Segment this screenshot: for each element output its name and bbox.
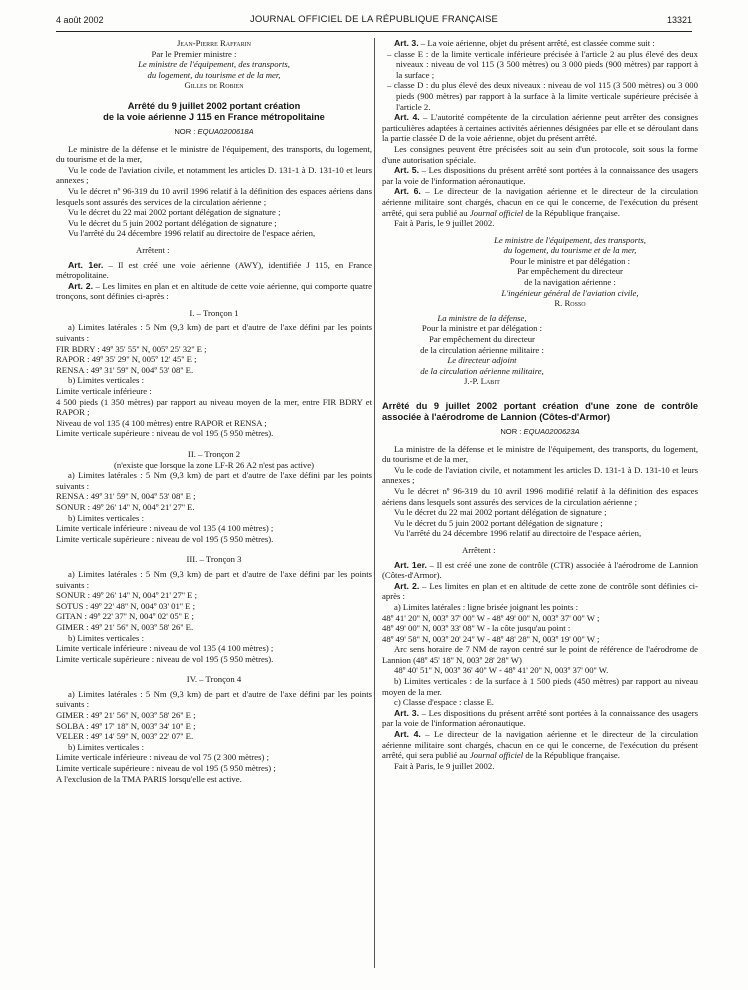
decree2-arretent: Arrêtent : xyxy=(462,544,496,555)
segment-3-point-3: GITAN : 49º 22' 37'' N, 004º 02' 05'' E ; xyxy=(56,611,194,622)
decree2-vu-3: Vu le décret du 22 mai 2002 portant délégation de signature ; xyxy=(394,507,607,518)
sig1-line-1: Le ministre de l'équipement, des transports, xyxy=(494,234,646,245)
decree2-article-4: Art. 4. – Le directeur de la navigation aérienne et le directeur de la circulation aérienne militaire sont chargés, chacun en ce qui le concerne, de l'exécution du présent arrêté, qui sera publié au Journal officiel de la République française. xyxy=(382,729,698,761)
sig1-line-4: Par empêchement du directeur xyxy=(517,266,623,277)
decree2-fait: Fait à Paris, le 9 juillet 2002. xyxy=(394,760,495,771)
decree2-point-4: 48º 40' 51'' N, 003º 36' 40'' W - 48º 41' 20'' N, 003º 37' 00'' W. xyxy=(394,665,609,676)
sig1-line-6: L'ingénieur général de l'aviation civile, xyxy=(501,287,639,298)
decree2-article-3: Art. 3. – Les dispositions du présent arrêté sont portées à la connaissance des usagers par la voie de l'information aéronautique. xyxy=(382,707,699,729)
segment-4-point-2: SOLBA : 49º 17' 18'' N, 003º 34' 10'' E ; xyxy=(56,720,196,731)
segment-2-note: (n'existe que lorsque la zone LF-R 26 A2 n'est pas active) xyxy=(114,459,314,470)
sig2-line-5: Le directeur adjoint xyxy=(447,355,517,366)
decree2-lateral: a) Limites latérales : ligne brisée joignant les points : xyxy=(394,601,579,612)
segment-1-vertical: b) Limites verticales : xyxy=(68,375,144,386)
decree1-vu-2: Vu le décret nº 96-319 du 10 avril 1996 relatif à la définition des espaces aériens dans lesquels sont assurés des services de la circulation aérienne ; xyxy=(56,185,372,207)
decree1-article-2: Art. 2. – Les limites en plan et en altitude de cette voie aérienne, qui comporte quatre tronçons, sont définies ci-après : xyxy=(56,280,372,302)
decree1-article-3-class-d: – classe D : du plus élevé des deux niveaux : niveau de vol 115 (3 500 mètres) ou 3 000 pieds (900 mètres) par rapport à la surface à la limite verticale supérieure précisée à l'article 2. xyxy=(387,80,698,112)
decree2-arc: Arc sens horaire de 7 NM de rayon centré sur le point de référence de l'aérodrome de Lannion (48º 45' 18'' N, 003º 28' 28'' W) xyxy=(382,644,698,665)
segment-4-lateral: a) Limites latérales : 5 Nm (9,3 km) de part et d'autre de l'axe défini par les points suivants : xyxy=(56,688,372,710)
decree1-signature-defense xyxy=(382,313,582,387)
decree1-article-1: Art. 1er. – Il est créé une voie aérienne (AWY), identifiée J 115, en France métropolitaine. xyxy=(56,259,372,281)
decree2-point-3: 48º 49' 58'' N, 003º 20' 24'' W - 48º 48' 28'' N, 003º 19' 00'' W ; xyxy=(382,633,600,644)
sig1-line-3: Pour le ministre et par délégation : xyxy=(509,255,631,266)
segment-3-lower: Limite verticale inférieure : niveau de vol 135 (4 100 mètres) ; xyxy=(56,643,274,654)
segment-3-lateral: a) Limites latérales : 5 Nm (9,3 km) de part et d'autre de l'axe défini par les points suivants : xyxy=(56,568,372,590)
sig2-line-1: La ministre de la défense, xyxy=(437,312,527,323)
segment-4-vertical: b) Limites verticales : xyxy=(68,741,144,752)
decree1-article-3: Art. 3. – La voie aérienne, objet du présent arrêté, est classée comme suit : xyxy=(394,38,655,48)
column-divider xyxy=(374,38,375,968)
right-column xyxy=(382,38,698,771)
segment-1-point-2: RAPOR : 49º 35' 29'' N, 005º 12' 45'' E ; xyxy=(56,354,197,365)
header-rule xyxy=(56,31,692,32)
segment-2-lower: Limite verticale inférieure : niveau de vol 135 (4 100 mètres) ; xyxy=(56,523,274,534)
segment-3-point-4: GIMER : 49º 21' 56'' N, 003º 58' 26'' E. xyxy=(56,621,194,632)
segment-1-lateral: a) Limites latérales : 5 Nm (9,3 km) de part et d'autre de l'axe défini par les points suivants : xyxy=(56,322,372,344)
decree2-vertical: b) Limites verticales : de la surface à 1 500 pieds (450 mètres) par rapport au niveau moyen de la mer. xyxy=(382,676,698,697)
segment-1-upper: Limite verticale supérieure : niveau de vol 195 (5 950 mètres). xyxy=(56,428,274,439)
decree2-point-1: 48º 41' 20'' N, 003º 37' 00'' W - 48º 49' 00'' N, 003º 37' 00'' W ; xyxy=(382,612,600,623)
segment-4-point-3: VELER : 49º 14' 59'' N, 003º 22' 07'' E. xyxy=(56,731,194,742)
decree1-nor: NOR : EQUA0200618A xyxy=(174,126,254,136)
decree1-title-line1: Arrêté du 9 juillet 2002 portant création xyxy=(127,100,301,111)
issue-date: 4 août 2002 xyxy=(56,15,104,25)
segment-1-lower-2: Niveau de vol 135 (4 100 mètres) entre RAPOR et RENSA ; xyxy=(56,417,267,428)
decree1-article-6: Art. 6. – Le directeur de la navigation aérienne et le directeur de la circulation aérienne militaire sont chargés, chacun en ce qui le concerne, de l'exécution du présent arrêté, qui sera publié au Journal officiel de la République française. xyxy=(382,186,698,218)
decree2-vu-1: Vu le code de l'aviation civile, et notamment les articles D. 131-1 à D. 131-10 et leurs annexes ; xyxy=(382,464,698,486)
sig1-line-5: de la navigation aérienne : xyxy=(524,277,616,288)
segment-1-title: I. – Tronçon 1 xyxy=(189,307,239,318)
segment-1-lower-1: 4 500 pieds (1 350 mètres) par rapport au niveau moyen de la mer, entre FIR BDRY et RAPOR ; xyxy=(56,396,372,418)
segment-3-vertical: b) Limites verticales : xyxy=(68,632,144,643)
minister-title-2: du logement, du tourisme et de la mer, xyxy=(147,69,281,80)
segment-3-point-2: SOTUS : 49º 22' 48'' N, 004º 03' 01'' E ; xyxy=(56,600,196,611)
segment-2-vertical: b) Limites verticales : xyxy=(68,512,144,523)
decree2-nor: NOR : EQUA0200623A xyxy=(500,427,580,436)
segment-1-lower-head: Limite verticale inférieure : xyxy=(56,386,152,397)
decree1-intro: Le ministre de la défense et le ministre de l'équipement, des transports, du logement, du tourisme et de la mer, xyxy=(56,143,372,165)
sig2-line-6: de la circulation aérienne militaire, xyxy=(420,365,544,376)
segment-4-lower: Limite verticale inférieure : niveau de vol 75 (2 300 mètres) ; xyxy=(56,752,270,763)
page-header xyxy=(56,15,692,27)
sig1-name: R. Rosso xyxy=(554,298,586,309)
decree2-point-2: 48º 49' 00'' N, 003º 33' 08'' W - la côte jusqu'au point : xyxy=(382,623,571,634)
segment-4-point-1: GIMER : 49º 21' 56'' N, 003º 58' 26'' E ; xyxy=(56,710,196,721)
segment-2-upper: Limite verticale supérieure : niveau de vol 195 (5 950 mètres). xyxy=(56,533,274,544)
decree2-vu-4: Vu le décret du 5 juin 2002 portant délégation de signature ; xyxy=(394,517,603,528)
decree1-article-4-para2: Les consignes peuvent être précisées soit au sein d'un protocole, soit sous la forme d'une autorisation spéciale. xyxy=(382,143,698,165)
decree2-class: c) Classe d'espace : classe E. xyxy=(394,697,494,708)
sig2-line-4: de la circulation aérienne militaire : xyxy=(420,344,544,355)
segment-3-upper: Limite verticale supérieure : niveau de vol 195 (5 950 mètres). xyxy=(56,653,274,664)
segment-4-title: IV. – Tronçon 4 xyxy=(186,674,242,685)
decree2-title: Arrêté du 9 juillet 2002 portant création d'une zone de contrôle associée à l'aérodrome de Lannion (Côtes-d'Armor) xyxy=(382,401,698,422)
sig2-line-2: Pour la ministre et par délégation : xyxy=(421,323,543,334)
segment-2-lateral: a) Limites latérales : 5 Nm (9,3 km) de part et d'autre de l'axe défini par les points suivants : xyxy=(56,470,372,491)
decree2-article-2: Art. 2. – Les limites en plan et en altitude de cette zone de contrôle sont définies ci-après : xyxy=(382,580,698,602)
segment-2-title: II. – Tronçon 2 xyxy=(187,449,241,459)
pm-par: Par le Premier ministre : xyxy=(151,48,237,59)
decree2-intro: La ministre de la défense et le ministre de l'équipement, des transports, du logement, du tourisme et de la mer, xyxy=(382,443,698,465)
decree1-article-3-class-e: – classe E : de la limite verticale inférieure précisée à l'article 2 au plus élevé des deux niveaux : niveau de vol 115 (3 500 mètres) ou 3 000 pieds (900 mètres) par rapport à la surface ; xyxy=(387,48,698,80)
decree1-title-line2: de la voie aérienne J 115 en France métropolitaine xyxy=(103,111,325,122)
decree1-article-4: Art. 4. – L'autorité compétente de la circulation aérienne peut arrêter des consignes particulières adaptées à certaines activités aériennes désignées par elle et se déroulant dans la partie classée D de la voie aérienne, objet du présent arrêté. xyxy=(382,112,698,144)
decree2-vu-2: Vu le décret nº 96-319 du 10 avril 1996 modifié relatif à la définition des espaces aériens dans lesquels sont assurés des services de la circulation aérienne ; xyxy=(382,485,698,507)
decree1-arretent: Arrêtent : xyxy=(136,244,170,255)
segment-2-point-1: RENSA : 49º 31' 59'' N, 004º 53' 08'' E ; xyxy=(56,491,196,502)
segment-2-point-2: SONUR : 49º 26' 14'' N, 004º 21' 27'' E. xyxy=(56,501,195,512)
minister-signature: Gilles de Robien xyxy=(184,80,244,91)
sig1-line-2: du logement, du tourisme et de la mer, xyxy=(503,245,637,256)
sig2-name: J.-P. Labit xyxy=(464,376,500,387)
segment-1-point-1: FIR BDRY : 49º 35' 55'' N, 005º 25' 32'' E ; xyxy=(56,343,207,354)
decree2-vu-5: Vu l'arrêté du 24 décembre 1996 relatif au directoire de l'espace aérien, xyxy=(394,528,642,539)
decree1-vu-3: Vu le décret du 22 mai 2002 portant délégation de signature ; xyxy=(68,207,281,218)
decree1-article-5: Art. 5. – Les dispositions du présent arrêté sont portées à la connaissance des usagers par la voie de l'information aéronautique. xyxy=(382,165,699,186)
journal-title: JOURNAL OFFICIEL DE LA RÉPUBLIQUE FRANÇAISE xyxy=(249,14,499,25)
segment-4-exclusion: A l'exclusion de la TMA PARIS lorsqu'elle est active. xyxy=(56,773,242,784)
decree1-signature-equipment xyxy=(442,235,698,309)
decree1-fait: Fait à Paris, le 9 juillet 2002. xyxy=(394,218,495,229)
segment-1-point-3: RENSA : 49º 31' 59'' N, 004º 53' 08'' E. xyxy=(56,364,194,375)
segment-4-upper: Limite verticale supérieure : niveau de vol 195 (5 950 mètres) ; xyxy=(56,763,276,774)
segment-3-title: III. – Tronçon 3 xyxy=(186,554,242,565)
decree1-vu-5: Vu l'arrêté du 24 décembre 1996 relatif au directoire de l'espace aérien, xyxy=(68,228,316,239)
page-number: 13321 xyxy=(666,15,692,25)
pm-signature: Jean-Pierre Raffarin xyxy=(177,38,251,48)
minister-title-1: Le ministre de l'équipement, des transports, xyxy=(138,59,290,70)
left-column xyxy=(56,38,372,784)
segment-3-point-1: SONUR : 49º 26' 14'' N, 004º 21' 27'' E ; xyxy=(56,590,197,601)
decree1-vu-1: Vu le code de l'aviation civile, et notamment les articles D. 131-1 à D. 131-10 et leurs annexes ; xyxy=(56,164,372,186)
decree2-article-1: Art. 1er. – Il est créé une zone de contrôle (CTR) associée à l'aérodrome de Lannion (Côtes-d'Armor). xyxy=(382,559,699,581)
decree1-vu-4: Vu le décret du 5 juin 2002 portant délégation de signature ; xyxy=(68,217,277,228)
sig2-line-3: Par empêchement du directeur xyxy=(429,334,535,345)
